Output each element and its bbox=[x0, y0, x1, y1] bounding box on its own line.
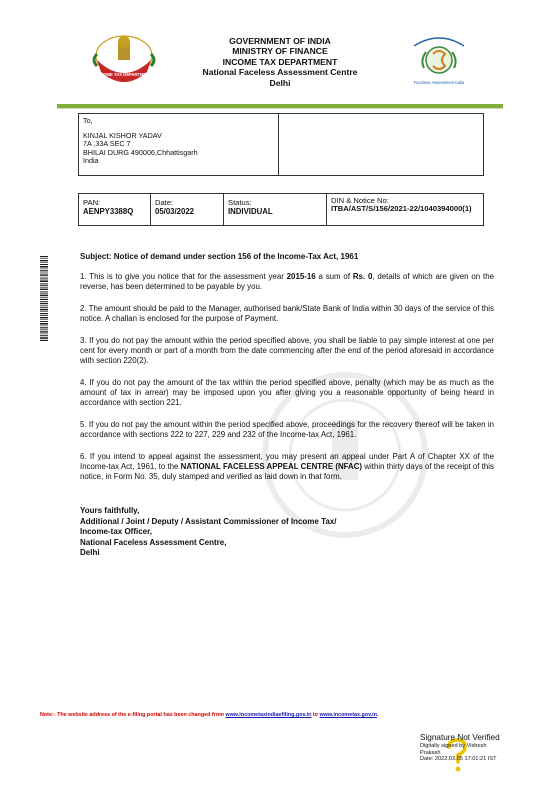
address-line-1: 7A ,33A SEC 7 bbox=[83, 139, 131, 149]
officer-title: Income-tax Officer, bbox=[80, 527, 153, 536]
recipient-name: KINJAL KISHOR YADAV bbox=[83, 130, 162, 140]
header-line-ministry: MINISTRY OF FINANCE bbox=[232, 46, 328, 57]
nfac-name: NATIONAL FACELESS APPEAL CENTRE (NFAC) bbox=[180, 462, 363, 471]
header-divider-shadow bbox=[57, 108, 503, 109]
header-line-department: INCOME TAX DEPARTMENT bbox=[222, 56, 338, 67]
centre-name: National Faceless Assessment Centre, bbox=[80, 537, 227, 547]
signature-status: Signature Not Verified bbox=[420, 733, 500, 742]
din-label: DIN & Notice No: bbox=[331, 196, 389, 205]
barcode bbox=[40, 256, 48, 341]
officer-designation: Additional / Joint / Deputy / Assistant Commissioner of Income Tax/ bbox=[80, 516, 337, 526]
address-line-3: India bbox=[83, 156, 99, 166]
paragraph-2: 2. The amount should be paid to the Manager, authorised bank/State Bank of India within 30 days of the service of this notice. A challan is enclosed for the purpose of Payment. bbox=[80, 304, 494, 323]
recipient-address bbox=[79, 114, 279, 175]
date-cell bbox=[151, 194, 224, 225]
date-label: Date: bbox=[155, 198, 174, 207]
status-cell bbox=[224, 194, 327, 225]
footer-note: Note:- The website address of the e-filing portal has been changed from www.incometaxindiaefiling.gov.in to www.incometax.gov.in. bbox=[40, 712, 379, 718]
assessment-year: 2015-16 bbox=[286, 272, 316, 281]
address-line-2: BHILAI DURG 490006,Chhattisgarh bbox=[83, 147, 198, 157]
recipient-address-box bbox=[78, 113, 484, 176]
demand-amount: Rs. 0 bbox=[352, 272, 373, 281]
paragraph-5: 5. If you do not pay the amount within the period specified above, proceedings for the recovery thereof will be taken in accordance with sections 222 to 227, 229 and 232 of the Income-tax Act, 1961. bbox=[80, 420, 494, 439]
pan-label: PAN: bbox=[83, 198, 101, 207]
din-cell bbox=[327, 194, 483, 225]
centre-city: Delhi bbox=[80, 548, 100, 557]
header-line-government: GOVERNMENT OF INDIA bbox=[229, 36, 331, 46]
pan-value: AENPY3388Q bbox=[83, 207, 134, 216]
paragraph-3: 3. If you do not pay the amount within the period specified above, you shall be liable to pay simple interest at one per cent for every month or part of a month from the date commencing after the end of the period aforesaid in accordance with section 220(2). bbox=[80, 336, 494, 365]
status-label: Status: bbox=[228, 198, 252, 207]
digital-signature-block bbox=[420, 733, 520, 763]
notice-subject: Subject: Notice of demand under section 156 of the Income-Tax Act, 1961 bbox=[80, 252, 359, 261]
signed-by-line: Digitally signed by Vishesh bbox=[420, 743, 487, 749]
closing: Yours faithfully, bbox=[80, 506, 140, 515]
paragraph-6: 6. If you intend to appeal against the assessment, you may present an appeal under Part A of Chapter XX of the Income-tax Act, 1961, to the NATIONAL FACELESS APPEAL CENTRE (NFAC) within thirty days of the receipt of this notice, in Form No. 35, duly stamped and verified as laid down in that form. bbox=[80, 452, 494, 481]
signature-date: Date: 2022.03.05 17:01:21 IST bbox=[420, 756, 497, 763]
svg-text:INCOME TAX DEPARTMENT: INCOME TAX DEPARTMENT bbox=[96, 72, 152, 77]
status-value: INDIVIDUAL bbox=[228, 207, 273, 216]
paragraph-4: 4. If you do not pay the amount of the tax within the period specified above, penalty (which may be as much as the amount of tax in arrear) may be imposed upon you after giving you a reasonable opportunity of being heard in accordance with section 221. bbox=[80, 378, 494, 407]
header-line-centre: National Faceless Assessment Centre bbox=[202, 67, 358, 78]
date-value: 05/03/2022 bbox=[155, 207, 195, 216]
notice-info-table bbox=[78, 193, 484, 226]
sign-off-block bbox=[80, 506, 336, 559]
to-label: To, bbox=[83, 116, 93, 125]
header-line-city: Delhi bbox=[269, 77, 291, 88]
faceless-assessment-logo bbox=[400, 30, 478, 90]
new-portal-link[interactable]: www.incometax.gov.in bbox=[319, 712, 377, 718]
paragraph-1: 1. This is to give you notice that for the assessment year 2015-16 a sum of Rs. 0, details of which are given on the reverse, has been determined to be payable by you. bbox=[80, 272, 494, 291]
svg-text:Faceless Assessment India: Faceless Assessment India bbox=[413, 80, 465, 85]
signer-name: Prakash bbox=[420, 749, 441, 756]
old-portal-link[interactable]: www.incometaxindiaefiling.gov.in bbox=[225, 712, 312, 718]
din-value: ITBA/AST/S/156/2021-22/1040394000(1) bbox=[331, 204, 472, 213]
pan-cell bbox=[79, 194, 151, 225]
